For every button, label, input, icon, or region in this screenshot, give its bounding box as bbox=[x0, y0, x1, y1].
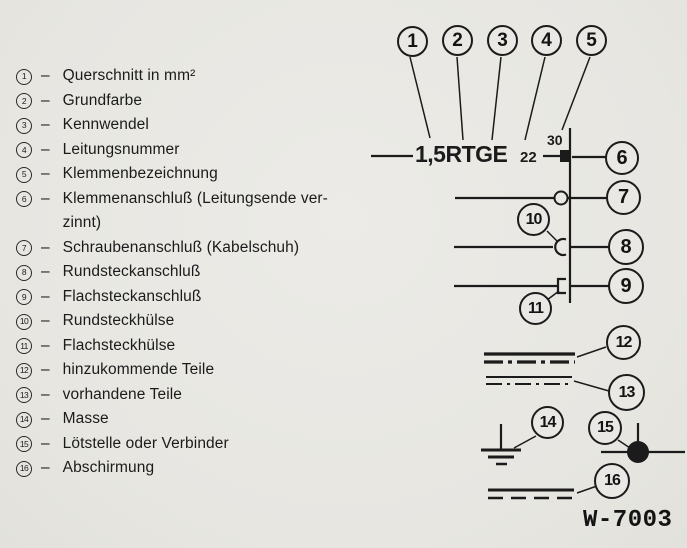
callout-4: 4 bbox=[531, 25, 562, 56]
legend-item-label: Rundsteckanschluß bbox=[62, 263, 201, 280]
legend-item-separator: – bbox=[41, 140, 50, 158]
legend-item-number: 1 bbox=[16, 69, 32, 85]
legend-item-number: 16 bbox=[16, 461, 32, 477]
legend-item-number: 2 bbox=[16, 93, 32, 109]
legend-item-separator: – bbox=[41, 459, 50, 476]
leader-line-15 bbox=[618, 440, 630, 448]
callout-12: 12 bbox=[606, 325, 641, 360]
legend-item-separator: – bbox=[41, 67, 50, 84]
legend-item-label: Rundsteckhülse bbox=[62, 312, 175, 329]
leader-line-5 bbox=[562, 57, 590, 130]
callout-16: 16 bbox=[594, 463, 630, 499]
wire-number: 22 bbox=[520, 149, 537, 166]
wire-designation bbox=[415, 141, 507, 168]
legend-item-number: 14 bbox=[16, 412, 32, 428]
legend-item-label: vorhandene Teile bbox=[62, 385, 183, 403]
legend-item-number: 13 bbox=[16, 387, 32, 403]
callout-1: 1 bbox=[397, 26, 428, 57]
legend-item-label: Flachsteckanschluß bbox=[62, 287, 202, 305]
legend-item-label: Lötstelle oder Verbinder bbox=[62, 434, 229, 452]
legend-item-label: Abschirmung bbox=[62, 459, 155, 476]
legend-item-number: 3 bbox=[16, 118, 32, 134]
leader-line-14 bbox=[514, 436, 536, 448]
leader-line-12 bbox=[577, 347, 606, 357]
leader-line-13 bbox=[574, 381, 609, 391]
legend-item-separator: – bbox=[41, 361, 50, 378]
legend-item-separator: – bbox=[41, 238, 50, 256]
legend-item-number: 5 bbox=[16, 167, 32, 183]
legend-item-label: Klemmenbezeichnung bbox=[62, 165, 218, 182]
legend-item-label: hinzukommende Teile bbox=[62, 361, 215, 378]
solder-joint-icon bbox=[627, 441, 649, 463]
callout-11: 11 bbox=[519, 292, 552, 325]
legend-item-separator: – bbox=[41, 336, 50, 354]
legend-item-separator: – bbox=[41, 165, 50, 182]
callout-13: 13 bbox=[608, 374, 645, 411]
leader-line-10 bbox=[547, 231, 558, 242]
legend-item-label: Leitungsnummer bbox=[62, 140, 180, 158]
legend-item-number: 7 bbox=[16, 240, 32, 256]
legend-item-number: 9 bbox=[16, 289, 32, 305]
wire-spiral-color: GE bbox=[475, 141, 508, 167]
flat-socket-icon bbox=[558, 279, 566, 293]
callout-7: 7 bbox=[606, 180, 641, 215]
legend-item-label: Masse bbox=[62, 410, 109, 427]
legend-item-separator: – bbox=[41, 385, 50, 403]
legend-item-number: 11 bbox=[16, 338, 32, 354]
legend-item-number: 6 bbox=[16, 191, 32, 207]
callout-15: 15 bbox=[588, 411, 622, 445]
legend-item-separator: – bbox=[41, 434, 50, 452]
wire-cross-section: 1,5 bbox=[415, 141, 446, 167]
legend-item-number: 8 bbox=[16, 265, 32, 281]
legend-item-separator: – bbox=[41, 263, 50, 280]
legend-item-separator: – bbox=[41, 91, 50, 109]
legend-item-number: 15 bbox=[16, 436, 32, 452]
legend-item-separator: – bbox=[41, 312, 50, 329]
callout-9: 9 bbox=[608, 268, 644, 304]
leader-line-3 bbox=[492, 57, 501, 140]
legend-item-separator: – bbox=[41, 287, 50, 305]
leader-line-2 bbox=[457, 57, 463, 140]
legend-item-label: Flachsteckhülse bbox=[62, 336, 176, 354]
legend-item-label: Schraubenanschluß (Kabelschuh) bbox=[62, 238, 300, 256]
legend-item-label: Grundfarbe bbox=[62, 91, 143, 109]
legend-item-separator: – bbox=[41, 189, 50, 207]
callout-5: 5 bbox=[576, 25, 607, 56]
drawing-number: W-7003 bbox=[583, 507, 673, 534]
callout-2: 2 bbox=[442, 25, 473, 56]
wire-base-color: RT bbox=[445, 141, 476, 167]
leader-line-16 bbox=[577, 486, 597, 493]
callout-8: 8 bbox=[608, 229, 644, 265]
callout-10: 10 bbox=[517, 203, 550, 236]
terminal-designation: 30 bbox=[547, 132, 563, 148]
legend-item-label: Klemmenanschluß (Leitungsende ver- zinnt) bbox=[62, 189, 328, 231]
legend-item-separator: – bbox=[41, 116, 50, 133]
leader-line-1 bbox=[410, 57, 430, 138]
legend-item-number: 10 bbox=[16, 314, 32, 330]
ring-terminal-icon bbox=[555, 192, 568, 205]
legend-item-label: Kennwendel bbox=[62, 116, 149, 133]
legend-item-number: 12 bbox=[16, 363, 32, 379]
legend-item-number: 4 bbox=[16, 142, 32, 158]
callout-14: 14 bbox=[531, 406, 564, 439]
callout-6: 6 bbox=[605, 141, 639, 175]
callout-3: 3 bbox=[487, 25, 518, 56]
legend-item-label: Querschnitt in mm² bbox=[62, 67, 196, 84]
legend-item-separator: – bbox=[41, 410, 50, 427]
leader-line-4 bbox=[525, 57, 545, 140]
